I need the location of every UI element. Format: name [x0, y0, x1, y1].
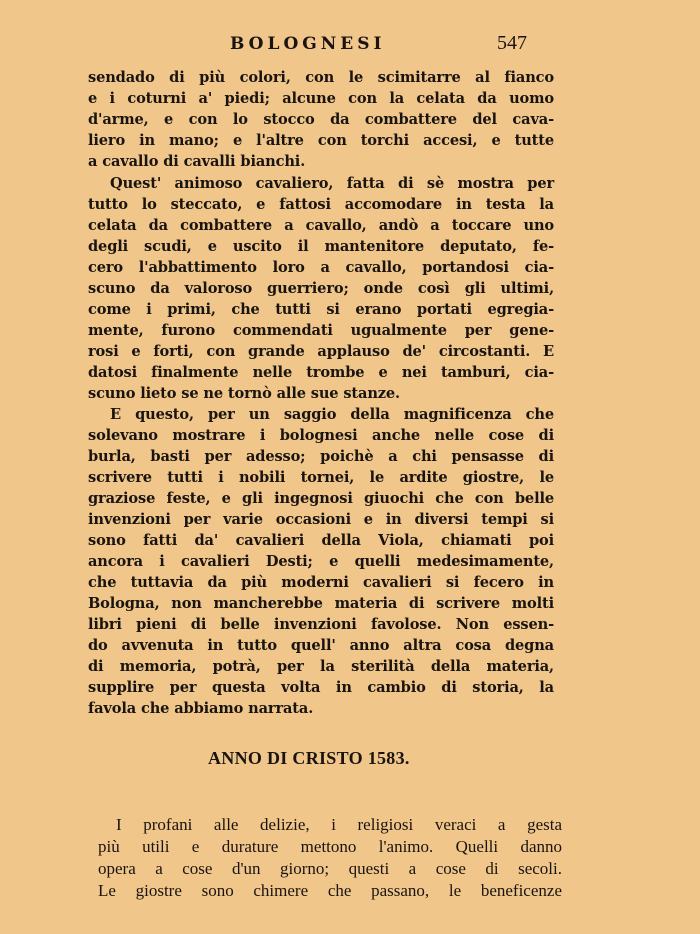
text-line: opera a cose d'un giorno; questi a cose di secoli. — [98, 859, 562, 878]
text-line: scrivere tutti i nobili tornei, le ardite giostre, le — [88, 469, 554, 486]
text-line: do avvenuta in tutto quell' anno altra cosa degna — [88, 637, 554, 654]
text-line: Quest' animoso cavaliero, fatta di sè mostra per — [110, 175, 554, 192]
text-line: più utili e durature mettono l'animo. Quelli danno — [98, 837, 562, 856]
text-line: invenzioni per varie occasioni e in diversi tempi si — [88, 511, 554, 528]
text-line: Bologna, non mancherebbe materia di scrivere molti — [88, 595, 554, 612]
text-line: E questo, per un saggio della magnificenza che — [110, 406, 554, 423]
text-line: come i primi, che tutti si erano portati egregia- — [88, 301, 554, 318]
text-line: solevano mostrare i bolognesi anche nelle cose di — [88, 427, 554, 444]
text-line: favola che abbiamo narrata. — [88, 700, 314, 717]
text-line: d'arme, e con lo stocco da combattere del cava- — [88, 111, 554, 128]
text-line: graziose feste, e gli ingegnosi giuochi che con belle — [88, 490, 554, 507]
text-line: celata da combattere a cavallo, andò a toccare uno — [88, 217, 554, 234]
text-line: ancora i cavalieri Desti; e quelli medesimamente, — [88, 553, 554, 570]
text-line: burla, basti per adesso; poichè a chi pensasse di — [88, 448, 554, 465]
running-header-title: BOLOGNESI — [230, 34, 386, 54]
text-line: mente, furono commendati ugualmente per gene- — [88, 322, 554, 339]
text-line: libri pieni di belle invenzioni favolose. Non essen- — [88, 616, 554, 633]
text-line: di memoria, potrà, per la sterilità della materia, — [88, 658, 554, 675]
text-line: Le giostre sono chimere che passano, le beneficenze — [98, 881, 562, 900]
text-line: tutto lo steccato, e fattosi accomodare in testa la — [88, 196, 554, 213]
text-line: supplire per questa volta in cambio di storia, la — [88, 679, 554, 696]
text-line: liero in mano; e l'altre con torchi accesi, e tutte — [88, 132, 554, 149]
text-line: rosi e forti, con grande applauso de' circostanti. E — [88, 343, 554, 360]
text-line: e i coturni a' piedi; alcune con la celata da uomo — [88, 90, 554, 107]
text-line: sendado di più colori, con le scimitarre al fianco — [88, 69, 554, 86]
text-line: a cavallo di cavalli bianchi. — [88, 153, 306, 170]
text-line: cero l'abbattimento loro a cavallo, portandosi cia- — [88, 259, 554, 276]
text-line: sono fatti da' cavalieri della Viola, chiamati poi — [88, 532, 554, 549]
text-line: che tuttavia da più moderni cavalieri si fecero in — [88, 574, 554, 591]
text-line: I profani alle delizie, i religiosi veraci a gesta — [116, 815, 562, 834]
text-line: scuno lieto se ne tornò alle sue stanze. — [88, 385, 400, 402]
page-number: 547 — [497, 32, 527, 54]
text-line: scuno da valoroso guerriero; onde così gli ultimi, — [88, 280, 554, 297]
section-heading: ANNO DI CRISTO 1583. — [208, 748, 410, 768]
text-line: degli scudi, e uscito il mantenitore deputato, fe- — [88, 238, 554, 255]
text-line: datosi finalmente nelle trombe e nei tamburi, cia- — [88, 364, 554, 381]
